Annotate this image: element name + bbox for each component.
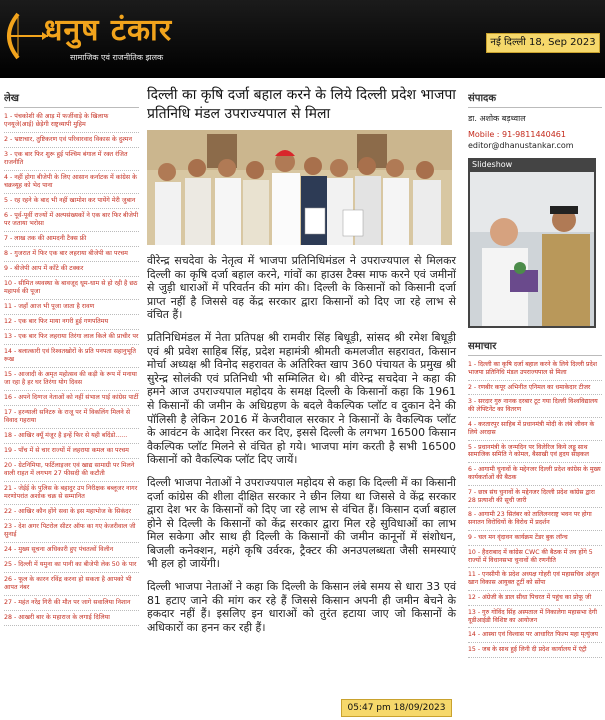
list-item[interactable]: 19 - पाँच में से चार राज्यों में लहराया कमल का परचम (4, 444, 139, 459)
list-item[interactable]: 8 - आगामी 23 सितंबर को तालिलनराष्ट्र भवन पर होगा सनातन विरोधियों के विरोध में प्रदर्शन (468, 508, 602, 531)
article-body (147, 254, 456, 634)
list-item[interactable]: 6 - आगामी चुनावों के मद्देनजर दिल्ली प्रदेश कांग्रेस के मुख्य कार्यकर्ताओं की बैठक (468, 463, 602, 486)
list-item[interactable]: 21 - जेईई के पुलिस के बहादुर उप निरीक्षक बब्लूजर नागर मरणोपरांत अशोक चक्र से सम्मानित (4, 482, 139, 505)
list-item[interactable]: 3 - एक बार फिर शुरू हुई पश्चिम बंगाल में रक्त रंजित राजनीति (4, 148, 139, 171)
list-item[interactable]: 1 - पंचकोशी की आड़ में फर्जीवाड़े के खिलाफ एनयूजे(आई) छेड़ेगी राष्ट्रव्यापी मुहिम (4, 110, 139, 133)
list-item[interactable]: 5 - प्रधानमंत्री के जन्मदिन पर विलेरिज किये लड्डू साथ सामाजिक समिति ने कोमल, बैसाखी एवं हृदय साइकल (468, 441, 602, 464)
list-item[interactable]: 6 - पूर्व-पूर्वी राज्यों में अल्पसंख्यकों ने एक बार फिर बीजेपी पर जताया भरोसा (4, 209, 139, 232)
list-item[interactable]: 5 - रह रहने के बाद भी नहीं खामोश कर पायेंगे मेरी जुबान (4, 194, 139, 209)
article-paragraph: वीरेन्द्र सचदेवा के नेतृत्व में भाजपा प्रतिनिधिमंडल ने उपराज्यपाल से मिलकर दिल्ली का कृषि दर्जा बहाल करने, गांवों का हाउस टैक्स माफ करने एवं जमीनों से जुड़ी धाराओं में परिवर्तन की मांग की। दिल्ली के किसानों को किसानी दर्जा प्राप्त नहीं है जिससे वह केंद्र सरकार द्वारा किसानों को दिए जा रहे लाभ से वंचित हैं। (147, 254, 456, 322)
list-item[interactable]: 3 - सरदार गुरु नानक दरबार टूट गया दिल्ली विश्वविद्यालय की लेफ्टिनेंट का वितरण (468, 395, 602, 418)
list-item[interactable]: 9 - बीजेपी आप में काँटे की टक्कर (4, 262, 139, 277)
logo-text: धनुष टंकार (44, 13, 173, 48)
list-item[interactable]: 17 - हरन्याली सनिटरु के राजू पर में विकलिंग मिलने से विवाद गहराया (4, 406, 139, 429)
list-item[interactable]: 27 - महंत नरेंद्र गिरी की मौत पर जागे सवालिया निशान (4, 596, 139, 611)
slide-photo-illustration (470, 172, 594, 326)
list-item[interactable]: 20 - ग्रेटनिमिया, फर्टिलाइजर एवं खाद्य सामाग्री पर मिलने वाली राहत में लगभग 27 फीसदी की कटौती (4, 459, 139, 482)
article-paragraph: प्रतिनिधिमंडल में नेता प्रतिपक्ष श्री रामवीर सिंह बिधूड़ी, सांसद श्री रमेश बिधूड़ी एवं श्री प्रवेश साहिब सिंह, प्रदेश महामंत्री श्रीमती कमलजीत सहरावत, किसान मोर्चा अध्यक्ष श्री विनोद सहरावत के अतिरिक्त खाप 360 पंचायत के प्रमुख श्री सुरेन्द्र सोलंकी एवं प्रतिनिधी भी सम्मिलित थे। श्री वीरेन्द्र सचदेवा ने कहा की हमने आज उपराज्यपाल महोदय के समक्ष दिल्ली के किसानों कहा कि 1961 से किसानों की जमीन के अधिग्रहण के बदले वैकल्पिक प्लॉट व दुकान देने की पॉलिसी है लेकिन 2016 में केजरीवाल सरकार ने किसानों के वैकल्पिक प्लॉट के आवंटन के आदेश निरस्त कर दिए, इससे दिल्ली के लगभग 16500 किसान वैकल्पिक प्लॉट मिलने से वंचित हो गये। भाजपा मांग करती है सभी 16500 किसानों को वैकल्पिक प्लॉट दिए जायें। (147, 330, 456, 467)
list-item[interactable]: 16 - अपने दिग्गज नेताओं को नहीं संभाल पाई कांग्रेस पार्टी (4, 391, 139, 406)
left-sidebar (4, 90, 139, 720)
list-item[interactable]: 12 - एक बार फिर माया नगरी हुई गणपतिमय (4, 315, 139, 330)
list-item[interactable]: 24 - मुख्य सूचना अधिकारी हुए पंचतत्वों विलीन (4, 543, 139, 558)
samachar-list (468, 358, 602, 658)
right-sidebar (468, 90, 602, 720)
site-header (0, 0, 605, 78)
list-item[interactable]: 1 - दिल्ली का कृषि दर्जा बहाल करने के लिये दिल्ली प्रदेश भाजपा प्रतिनिधि मंडल उपराज्यपाल से मिला (468, 358, 602, 381)
article-photo (147, 130, 452, 245)
slideshow-image (470, 172, 594, 326)
article (147, 86, 456, 720)
list-item[interactable]: 13 - एक बार फिर लहराया तिरंगा लाल किले की प्राचीर पर (4, 330, 139, 345)
list-item[interactable]: 7 - छात्र संघ चुनावों के मद्देनजर दिल्ली प्रदेश कांग्रेस द्वारा 28 प्रत्याशी की सूची जारी (468, 486, 602, 509)
lekh-list (4, 110, 139, 626)
list-item[interactable]: 26 - फूल के कारन रविंद्र करना हो सकता है आपको भी आपत नंबर (4, 573, 139, 596)
current-date: नई दिल्ली 18, Sep 2023 (486, 33, 600, 53)
article-paragraph: दिल्ली भाजपा नेताओं ने कहा कि दिल्ली के किसान लंबे समय से धारा 33 एवं 81 हटाए जाने की मांग कर रहे हैं जिससे किसान अपनी ही जमीन बेचने के हकदार नहीं हैं। इसलिए इन धाराओं को तुरंत हटाया जाए जो किसानों के अधिकारों का हनन कर रही हैं। (147, 580, 456, 634)
list-item[interactable]: 13 - गुरु गोविंद सिंह अस्पताल में निकालेगा महासभा देगी यूडीआईडी विशिष्ट का आयोजन (468, 606, 602, 629)
article-paragraph: दिल्ली भाजपा नेताओं ने उपराज्यपाल महोदय से कहा कि दिल्ली में का किसानी दर्जा कांग्रेस की शीला दीक्षित सरकार ने छीन लिया था जिससे वे केंद्र सरकार द्वारा देश भर के किसानों को दिए जा रहे लाभ से वंचित हैं। किसान दर्जा बहाल होने से दिल्ली के किसानों को केंद्र सरकार द्वारा मिल रहे सुविधाओं का लाभ मिल सकेगा और साथ ही दिल्ली के किसानों की जमीन कानूनों में संशोधन, बिजली कनेक्शन, महंगे कृषि उर्वरक, ट्रैक्टर की अनउपलब्धता जैसी समस्याएं भी हल हो जायेंगी। (147, 475, 456, 571)
list-item[interactable]: 11 - जहाँ आज भी पूजा जाता है रावण (4, 300, 139, 315)
list-item[interactable]: 11 - एनसीपी के प्रदेश अध्यक्ष गोहरी एवं महासचिव अंजुल खान विकास आयुक्त टूटीं को सोंपा (468, 568, 602, 591)
list-item[interactable]: 22 - आखिर कौन होंगे सवा के इस महाभोज के सिकंदर (4, 505, 139, 520)
site-logo[interactable] (4, 4, 204, 64)
list-item[interactable]: 14 - बलात्कारी एवं रिश्वतखोरों के प्रति पनपता सहानुभूति रूख (4, 345, 139, 368)
editor-mobile: Mobile : 91-9811440461 (468, 130, 566, 139)
list-item[interactable]: 7 - लाख तक की आमदनी टैक्स फ्री (4, 232, 139, 247)
list-item[interactable]: 12 - अंग्रेजी के डाल सीधा पिचरत में पहुंच का प्रोफू जी (468, 591, 602, 606)
article-title: दिल्ली का कृषि दर्जा बहाल करने के लिये दिल्ली प्रदेश भाजपा प्रतिनिधि मंडल उपराज्यपाल से मिला (147, 87, 456, 122)
editor-email[interactable]: editor@dhanustankar.com (468, 141, 574, 150)
list-item[interactable]: 14 - आस्था एवं विश्वास पर आधारित फिल्म महा मृत्युंजय (468, 628, 602, 643)
list-item[interactable]: 10 - हैदराबाद में कांग्रेस CWC की बैठक में तय होंगे 5 राज्यों में विधानसभा चुनावों की रणनीति (468, 546, 602, 569)
logo-tagline: सामाजिक एवं राजनीतिक झलक (70, 53, 164, 62)
editor-section-title: संपादक (468, 90, 602, 108)
list-item[interactable]: 25 - दिल्ली में यमुना का पानी का बीजेपी लेक 50 के पार (4, 558, 139, 573)
list-item[interactable]: 15 - आजादी के अमृत महोत्सव की कड़ी के रूप में मनाया जा रहा है हर घर तिरंगा योग दिवस (4, 368, 139, 391)
list-item[interactable]: 23 - देश अगर पिटरोल सीटर ऑफ का गए केजरीवाल जी सुनाई (4, 520, 139, 543)
list-item[interactable]: 15 - जब के साथ हुई लिनी दी प्रदेश कार्यालय में एंट्री (468, 643, 602, 658)
list-item[interactable]: 10 - सीमित व्यवस्था के बावजूद धूम-धाम से हो रही है छठ महापर्व की पूजा (4, 277, 139, 300)
list-item[interactable]: 2 - भ्रष्टाचार, तुष्टिकरण एवं परिवारवाद विकास के दुश्मन (4, 133, 139, 148)
list-item[interactable]: 2 - रणबीर कपूर अभिनीत एनिमल का धमाकेदार टीजर (468, 381, 602, 396)
sidebar-title: लेख (4, 90, 139, 108)
list-item[interactable]: 4 - नहीं होगा बीजेपी के लिए आसान कर्नाटक में कांग्रेस के चक्रव्यूह को भेद पाना (4, 171, 139, 194)
slideshow-label: Slideshow (472, 160, 513, 169)
list-item[interactable]: 18 - आखिर क्यूँ मंजूर है इन्हें फिर से यही बदिंडो...... (4, 429, 139, 444)
list-item[interactable]: 8 - गुजरात में फिर एक बार लहराया बीजेपी का परचम (4, 247, 139, 262)
list-item[interactable]: 4 - करतारपुर साहिब में प्रधानमंत्री मोदी के लंबे जीवन के लिये अरदास (468, 418, 602, 441)
article-timestamp: 05:47 pm 18/09/2023 (341, 699, 452, 717)
list-item[interactable]: 28 - आखरी बार के महाराज के लगाई दिलिया (4, 611, 139, 626)
group-photo-illustration (147, 130, 452, 245)
samachar-title: समाचार (468, 338, 602, 356)
editor-name: डा. अशोक बड़थ्वाल (468, 114, 526, 123)
slideshow[interactable] (468, 158, 596, 328)
list-item[interactable]: 9 - चल मन वृंदावन कार्यक्रम टेंडर बुक लॉन्च (468, 531, 602, 546)
